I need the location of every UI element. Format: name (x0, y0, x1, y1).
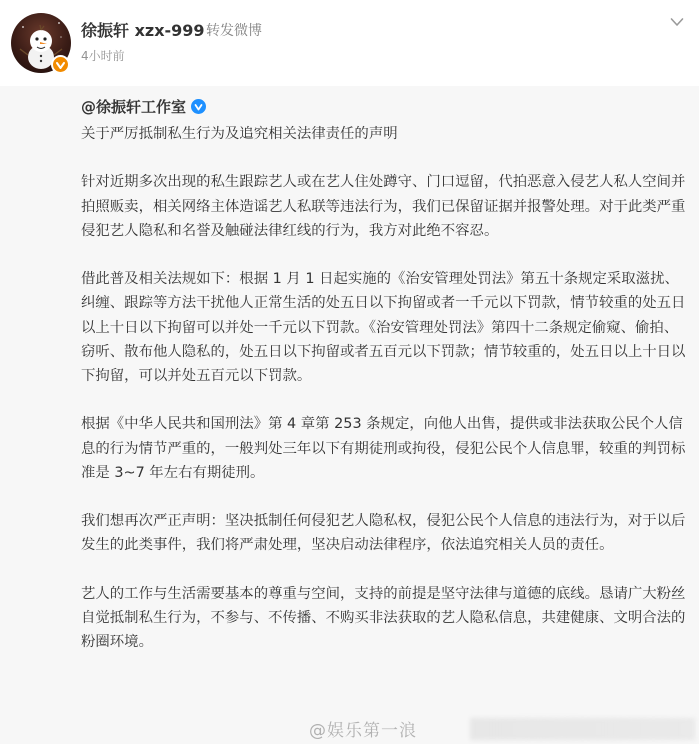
orange-verified-icon (51, 55, 70, 74)
paragraph: 根据《中华人民共和国刑法》第 4 章第 253 条规定，向他人出售，提供或非法获取公民个人信息的行为情节严重的，一般判处三年以下有期徒刑或拘役，侵犯公民个人信息罪，较重的判罚标准是 3~7 年左右有期徒刑。 (81, 416, 686, 481)
statement-title: 关于严厉抵制私生行为及追究相关法律责任的声明 (81, 126, 398, 142)
paragraph: 我们想再次严正声明：坚决抵制任何侵犯艺人隐私权，侵犯公民个人信息的违法行为，对于以后发生的此类事件，我们将严肃处理，坚决启动法律程序，依法追究相关人员的责任。 (81, 513, 686, 554)
repost-box[interactable] (0, 86, 699, 744)
paragraph: 艺人的工作与生活需要基本的尊重与空间，支持的前提是坚守法律与道德的底线。恳请广大粉丝自觉抵制私生行为，不参与、不传播、不购买非法获取的艺人隐私信息，共建健康、文明合法的粉圈环境。 (81, 585, 686, 651)
watermark: @娱乐第一浪 (309, 721, 417, 741)
post-header (0, 0, 699, 86)
author-name[interactable]: 徐振轩 xzx-999 (81, 21, 205, 40)
blue-verified-icon (191, 99, 206, 114)
timestamp[interactable]: 4小时前 (81, 49, 125, 63)
original-author (81, 96, 206, 117)
repost-label: 转发微博 (206, 23, 262, 39)
repost-body (81, 122, 686, 679)
paragraph: 借此普及相关法规如下：根据 1 月 1 日起实施的《治安管理处罚法》第五十条规定采取滋扰、纠缠、跟踪等方法干扰他人正常生活的处五日以下拘留或者一千元以下罚款，情节较重的处五日以上十日以下拘留可以并处一千元以下罚款。《治安管理处罚法》第四十二条规定偷窥、偷拍、窃听、散布他人隐私的，处五日以下拘留或者五百元以下罚款；情节较重的，处五日以上十日以下拘留，可以并处五百元以下罚款。 (81, 271, 686, 384)
paragraph: 针对近期多次出现的私生跟踪艺人或在艺人住处蹲守、门口逗留，代拍恶意入侵艺人私人空间并拍照贩卖，相关网络主体造谣艺人私联等违法行为，我们已保留证据并报警处理。对于此类严重侵犯艺人隐私和名誉及触碰法律红线的行为，我方对此绝不容忍。 (81, 174, 686, 239)
original-author-mention[interactable]: @徐振轩工作室 (81, 98, 187, 116)
watermark-blur (470, 718, 695, 740)
chevron-down-icon[interactable] (670, 17, 684, 27)
